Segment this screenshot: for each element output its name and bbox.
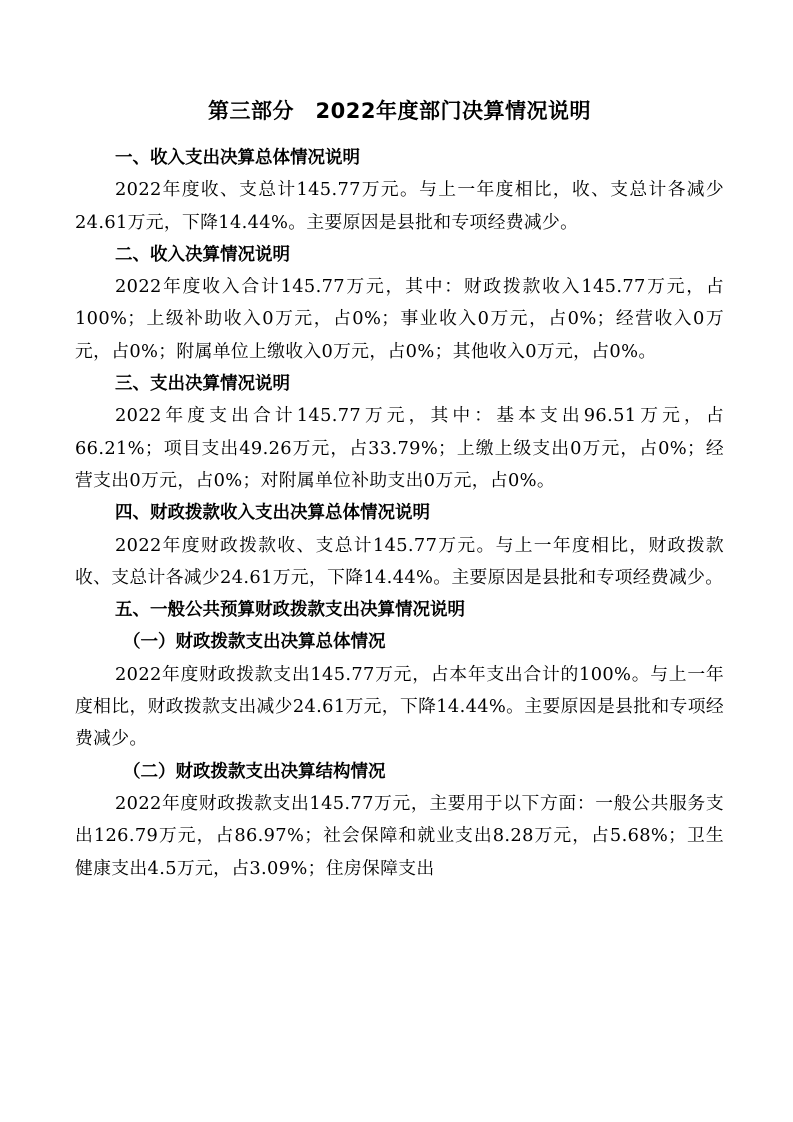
section-heading-2: 二、收入决算情况说明 bbox=[115, 244, 290, 265]
subsection-heading-1: （一）财政拨款支出决算总体情况 bbox=[123, 632, 386, 653]
section-paragraph-1: 2022年度收、支总计145.77万元。与上一年度相比，收、支总计各减少24.61万元，下降14.44%。主要原因是县批和专项经费减少。 bbox=[75, 179, 724, 233]
section-paragraph-4: 2022年度财政拨款收、支总计145.77万元。与上一年度相比，财政拨款收、支总计各减少24.61万元，下降14.44%。主要原因是县批和专项经费减少。 bbox=[75, 534, 724, 588]
section-heading-3: 三、支出决算情况说明 bbox=[115, 374, 290, 395]
subsection-heading-2: （二）财政拨款支出决算结构情况 bbox=[123, 761, 386, 782]
subsection-paragraph-1: 2022年度财政拨款支出145.77万元，占本年支出合计的100%。与上一年度相比，财政拨款支出减少24.61万元，下降14.44%。主要原因是县批和专项经费减少。 bbox=[75, 663, 724, 750]
section-heading-5: 五、一般公共预算财政拨款支出决算情况说明 bbox=[115, 600, 465, 621]
section-heading-4: 四、财政拨款收入支出决算总体情况说明 bbox=[115, 503, 430, 524]
section-paragraph-3: 2022年度支出合计145.77万元，其中：基本支出96.51万元，占66.21%；项目支出49.26万元，占33.79%；上缴上级支出0万元，占0%；经营支出0万元，占0%；对附属单位补助支出0万元，占0%。 bbox=[75, 405, 724, 491]
section-heading-1: 一、收入支出决算总体情况说明 bbox=[115, 148, 360, 168]
subsection-paragraph-2: 2022年度财政拨款支出145.77万元，主要用于以下方面：一般公共服务支出126.79万元，占86.97%；社会保障和就业支出8.28万元，占5.68%；卫生健康支出4.5万元，占3.09%；住房保障支出 bbox=[75, 792, 724, 879]
page-title: 第三部分 2022年度部门决算情况说明 bbox=[208, 99, 591, 123]
section-paragraph-2: 2022年度收入合计145.77万元，其中：财政拨款收入145.77万元，占100%；上级补助收入0万元，占0%；事业收入0万元，占0%；经营收入0万元，占0%；附属单位上缴收入0万元，占0%；其他收入0万元，占0%。 bbox=[75, 276, 724, 362]
